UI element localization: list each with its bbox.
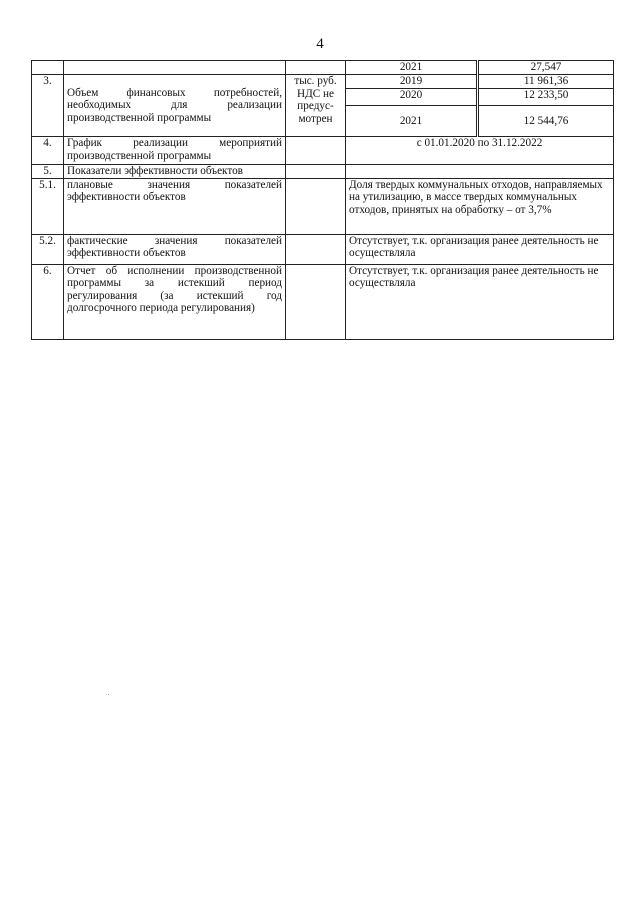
value-cell: 12 233,50 [478, 89, 614, 106]
row-label: Отчет об исполнении производственной программы за истекший период регулирования (за истекший год долгосрочного периода регулирования) [64, 264, 286, 339]
unit-cell: тыс. руб. НДС не предус-мотрен [286, 75, 346, 137]
cell-empty [286, 178, 346, 234]
row-label: Объем финансовых потребностей, необходимых для реализации производственной программы [64, 75, 286, 137]
table-row [32, 61, 614, 75]
row-label: Показатели эффективности объектов [64, 165, 286, 179]
table-row [32, 264, 614, 339]
row-number: 6. [32, 264, 64, 339]
cell-empty [286, 61, 346, 75]
value-cell: 11 961,36 [478, 75, 614, 89]
cell-empty [286, 137, 346, 165]
scan-speck [108, 694, 109, 695]
row-number: 5. [32, 165, 64, 179]
row-number: 5.2. [32, 234, 64, 264]
cell-empty [286, 264, 346, 339]
actual-indicator-value: Отсутствует, т.к. организация ранее деятельность не осуществляла [346, 234, 614, 264]
program-table [31, 60, 614, 340]
schedule-period: с 01.01.2020 по 31.12.2022 [346, 137, 614, 165]
cell-empty [286, 234, 346, 264]
cell-empty [64, 61, 286, 75]
value-cell: 12 544,76 [478, 106, 614, 137]
row-number: 5.1. [32, 178, 64, 234]
row-label: фактические значения показателей эффективности объектов [64, 234, 286, 264]
table-row [32, 234, 614, 264]
year-cell: 2020 [346, 89, 478, 106]
row-number: 3. [32, 75, 64, 137]
table-row [32, 137, 614, 165]
planned-indicator-value: Доля твердых коммунальных отходов, направляемых на утилизацию, в массе твердых коммунальных отходов, принятых на обработку – от 3,7% [346, 178, 614, 234]
report-value: Отсутствует, т.к. организация ранее деятельность не осуществляла [346, 264, 614, 339]
year-cell: 2021 [346, 106, 478, 137]
table-row [32, 178, 614, 234]
row-label: График реализации мероприятий производственной программы [64, 137, 286, 165]
table-row [32, 75, 614, 89]
value-cell: 27,547 [478, 61, 614, 75]
cell-empty [346, 165, 614, 179]
row-label: плановые значения показателей эффективности объектов [64, 178, 286, 234]
row-number: 4. [32, 137, 64, 165]
cell-empty [286, 165, 346, 179]
year-cell: 2019 [346, 75, 478, 89]
year-cell: 2021 [346, 61, 478, 75]
table-row [32, 165, 614, 179]
cell-empty [32, 61, 64, 75]
page-number: 4 [316, 36, 324, 52]
